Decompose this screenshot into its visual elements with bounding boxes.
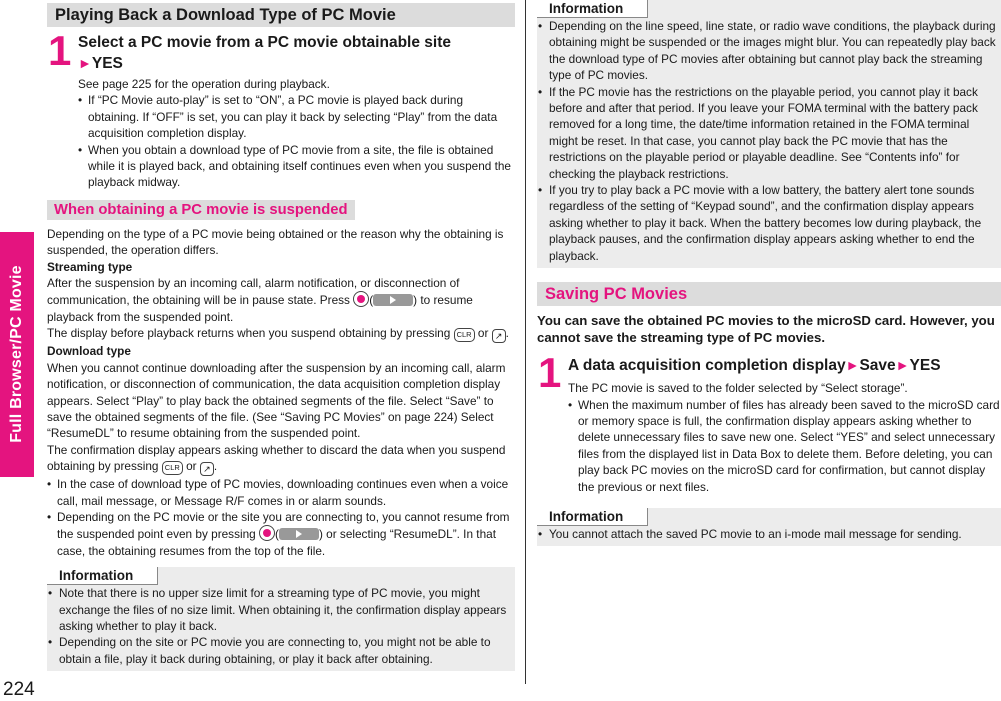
information-box (537, 0, 1001, 268)
text-span: or selecting “ResumeDL”. In that case, the obtaining resumes from the top of the file. (57, 527, 496, 558)
step-note: The PC movie is saved to the folder selected by “Select storage”. (568, 381, 908, 396)
streaming-paragraph-2 (47, 325, 515, 343)
download-bullet: • In the case of download type of PC movies, downloading continues even when a voice call, mail message, or Message R/F comes in or alarm sounds. (47, 476, 515, 509)
information-label: Information (47, 567, 158, 585)
text-span: . (505, 326, 509, 341)
saving-intro: You can save the obtained PC movies to the microSD card. However, you cannot save the streaming type of PC movies. (537, 313, 995, 346)
download-bullet: • Depending on the PC movie or the site you are connecting to, you cannot resume from the suspended point even by pressing ( ) or selecting “ResumeDL”. In that case, the obtaining resumes from the top of the file. (47, 509, 515, 559)
arrow-icon: ► (895, 357, 910, 374)
subsection-title-suspended: When obtaining a PC movie is suspended (47, 200, 355, 220)
information-bullet: • Depending on the site or PC movie you are connecting to, you might not be able to obtain a file, play it back during obtaining, or play it back after obtaining. (48, 634, 511, 667)
text-span: or (182, 459, 200, 474)
arrow-icon: ► (845, 357, 860, 374)
text-span: The confirmation display appears asking whether to discard the data when you suspend obtaining by pressing (47, 442, 506, 474)
step-title (78, 33, 515, 74)
information-bullet: • If you try to play back a PC movie with a low battery, the battery alert tone sounds regardless of the setting of “Keypad sound”, and the confirmation display appears asking whether to play it back. When the battery becomes low during playback, the playback pauses, and the confirmation display appears asking whether to end the playback. (538, 182, 997, 264)
clr-key-icon: CLR (454, 328, 475, 342)
step-bullet: • When you obtain a download type of PC movie from a site, the file is obtained while it is played back, and obtaining itself continues even when you suspend the playback midway. (78, 142, 515, 191)
end-call-key-icon: ↗ (200, 462, 214, 476)
step-1-saving (537, 349, 1001, 495)
arrow-icon: ► (78, 55, 92, 71)
text-span: Depending on the PC movie or the site you are connecting to, you cannot resume from the suspended point even by pressing (57, 509, 510, 542)
chapter-side-tab (0, 232, 34, 477)
suspended-intro: Depending on the type of a PC movie being obtained or the reason why the obtaining is suspended, the operation differs. (47, 226, 504, 258)
step-number: 1 (538, 349, 561, 397)
text-span: . (213, 459, 218, 474)
information-label: Information (537, 508, 648, 526)
download-paragraph-2 (47, 442, 515, 476)
step-title-main: Select a PC movie from a PC movie obtainable site (78, 34, 451, 51)
streaming-paragraph-1: After the suspension by an incoming call, alarm notification, or disconnection of communication, the obtaining will be in pause state. Press ( ) to resume playback from the suspended point. (47, 276, 473, 324)
step-bullet: • When the maximum number of files has already been saved to the microSD card or memory space is full, the confirmation display appears asking whether to delete unnecessary files to save new one. Select “YES” and select unnecessary files from the displayed list in Data Box to delete them. Before deleting, you can play back PC movies on the microSD card for confirmation, but cannot display the previous or next files. (568, 397, 1001, 495)
text-span: After the suspension by an incoming call, alarm notification, or disconnection of communication, the obtaining will be in pause state. Press (47, 276, 460, 308)
download-heading: Download type (47, 344, 131, 359)
information-bullet: • If the PC movie has the restrictions on the playable period, you cannot play it back before and after that period. If you leave your FOMA terminal with the battery pack removed for a long time, the date/time information retained in the FOMA terminal might be reset. In that case, you cannot play back the PC movie that has the restrictions on the playable period or playable deadline. See “Contents info” for checking the playback restrictions. (538, 84, 997, 182)
play-softkey-icon (279, 528, 319, 540)
step-number: 1 (48, 27, 71, 74)
left-column (47, 0, 515, 671)
text-span: or (474, 326, 492, 341)
column-divider (525, 0, 526, 684)
section-title-saving: Saving PC Movies (537, 282, 1001, 306)
section-title-playback: Playing Back a Download Type of PC Movie (47, 3, 515, 27)
chapter-side-tab-label: Full Browser/PC Movie (8, 265, 25, 443)
step-note: See page 225 for the operation during playback. (78, 77, 330, 91)
information-bullet: • Depending on the line speed, line state, or radio wave conditions, the playback during obtaining might be suspended or the images might blur. You can repeatedly play back the download type of PC movies after obtaining but cannot play back the streaming type of PC movies. (538, 18, 997, 84)
step-title-main: A data acquisition completion display (568, 357, 846, 375)
center-key-icon (259, 525, 275, 541)
text-span: to resume playback from the suspended point. (47, 293, 473, 324)
play-softkey-icon (373, 294, 413, 306)
information-label: Information (537, 0, 648, 18)
information-bullet: • Note that there is no upper size limit for a streaming type of PC movie, you might exchange the files of no size limit. When obtaining it, the confirmation display appears asking whether to play it back. (48, 585, 511, 634)
clr-key-icon: CLR (162, 461, 183, 475)
step-bullet: • If “PC Movie auto-play” is set to “ON”, a PC movie is played back during obtaining. If “OFF” is set, you can play it back by selecting “Play” from the data acquisition completion display. (78, 92, 515, 141)
step-title-tail: YES (909, 357, 941, 375)
information-box (537, 508, 1001, 546)
page-number: 224 (3, 679, 35, 700)
text-span: The display before playback returns when you suspend obtaining by pressing (47, 326, 454, 341)
right-column (537, 0, 1001, 546)
download-paragraph-1: When you cannot continue downloading after the suspension by an incoming call, alarm notification, or disconnection of communication, the data acquisition completion display appears. Select “Play” to play back the obtained segments of the file. Select “Save” to save the obtained segments of the file. (See “Saving PC Movies” on page 224) Select “ResumeDL” to resume obtaining from the suspended point. (47, 360, 506, 441)
step-title (568, 355, 1001, 376)
information-bullet: • You cannot attach the saved PC movie to an i-mode mail message for sending. (538, 526, 997, 542)
center-key-icon (353, 291, 369, 307)
step-1-playback (47, 27, 515, 191)
step-title-tail: YES (91, 55, 123, 72)
end-call-key-icon: ↗ (492, 329, 506, 343)
step-title-mid: Save (859, 357, 896, 375)
streaming-heading: Streaming type (47, 259, 133, 274)
information-box (47, 567, 515, 671)
